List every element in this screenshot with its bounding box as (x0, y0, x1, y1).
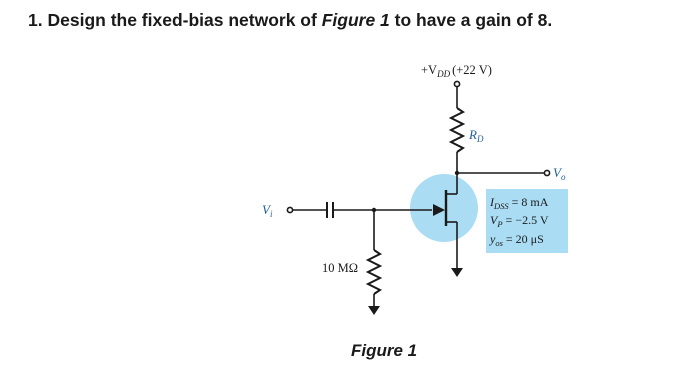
junction-output (455, 171, 459, 175)
output-terminal (544, 170, 549, 175)
param-yos: $y_{os} = 20$ μS (490, 232, 544, 248)
input-terminal (287, 207, 292, 212)
param-idss: $I_{DSS} = 8$ mA (490, 195, 549, 211)
rd-label: $R_D$ (469, 127, 484, 144)
question-text-after: to have a gain of 8. (394, 10, 553, 30)
question-number: 1. (28, 10, 43, 30)
junction-gate (372, 208, 376, 212)
supply-terminal (454, 81, 459, 86)
question-text-before: Design the fixed-bias network of (47, 10, 317, 30)
input-label: $V_i$ (262, 202, 273, 219)
figure-caption: Figure 1 (351, 341, 418, 360)
param-vp: $V_P = -2.5$ V (490, 213, 549, 229)
ground-source (451, 268, 463, 277)
question-figure-ref: Figure 1 (321, 10, 390, 30)
rg-label: 10 MΩ (322, 261, 359, 275)
supply-label: $+V_{DD}$ (+22 V) (421, 63, 492, 79)
ground-gate (368, 306, 380, 315)
output-label: $V_o$ (553, 165, 566, 182)
gate-resistor (368, 250, 380, 294)
drain-resistor (451, 108, 463, 152)
transistor-highlight-circle (410, 174, 478, 242)
